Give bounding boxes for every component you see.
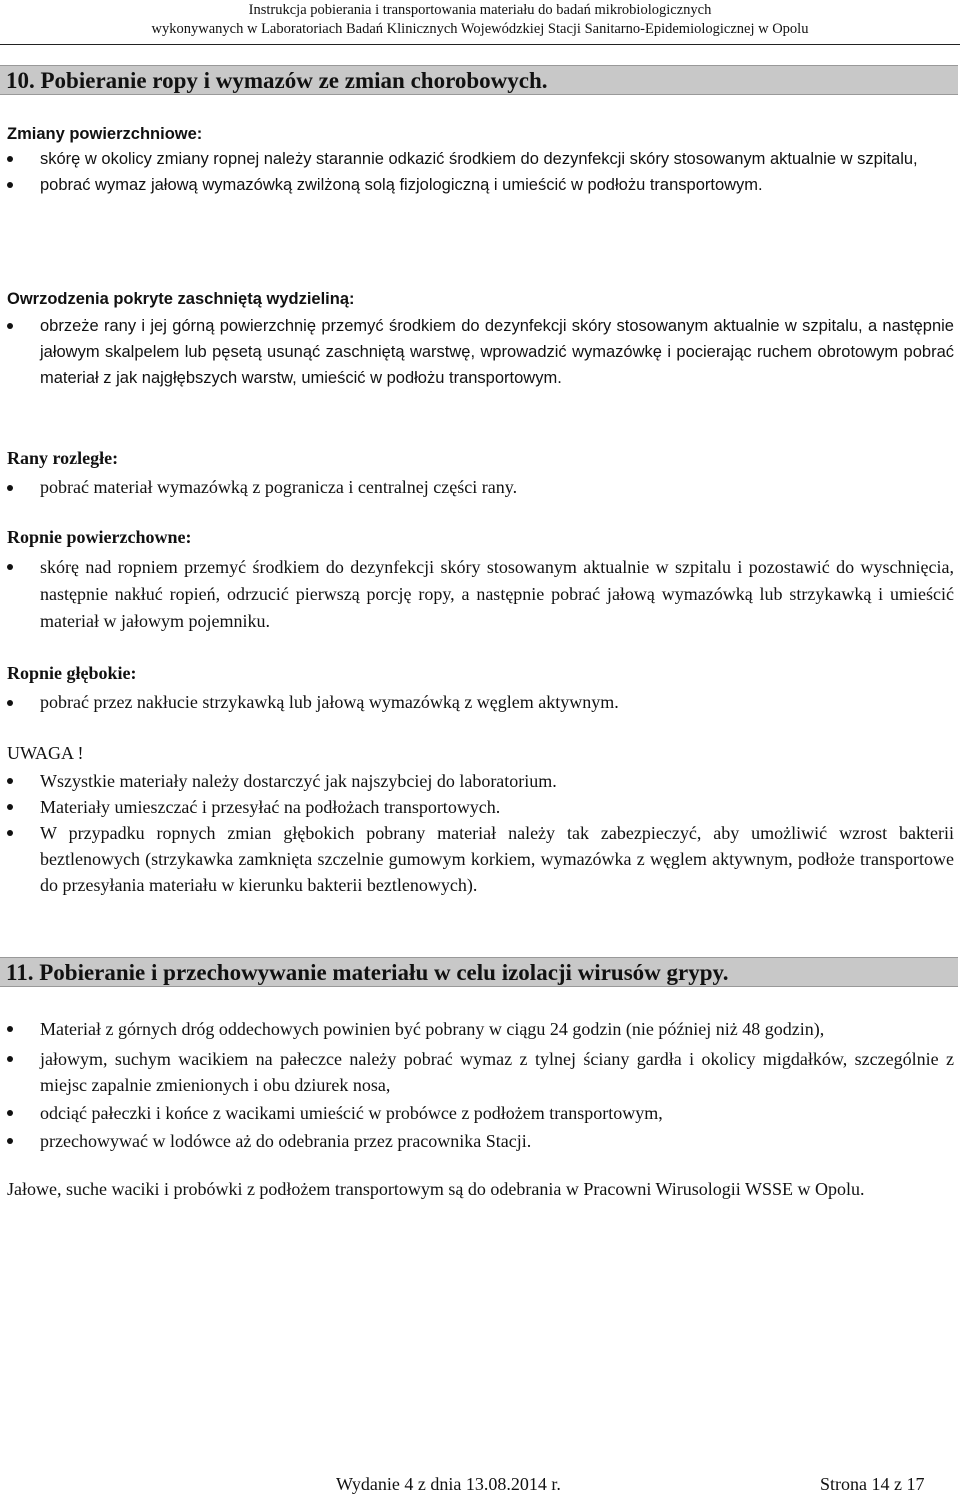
list-item-text: przechowywać w lodówce aż do odebrania przez pracownika Stacji.: [40, 1131, 532, 1151]
document-header: [0, 0, 960, 39]
header-divider: [0, 44, 960, 45]
group-ropnie-glebokie: [0, 661, 958, 714]
bullet-icon: [7, 1056, 13, 1062]
list-item-text: skórę nad ropniem przemyć środkiem do dezynfekcji skóry stosowanym aktualnie w szpitalu i pozostawić do wyschnięcia, następnie nakłuć ropień, odrzucić pierwszą porcję ropy, a następnie pobrać jałową wymazówką lub strzykawką i umieścić materiał w jałowym pojemniku.: [40, 557, 954, 631]
bullet-icon: [7, 182, 13, 188]
section-11-title-text: 11. Pobieranie i przechowywanie materiału w celu izolacji wirusów grypy.: [6, 960, 729, 985]
list-item: [0, 1100, 958, 1126]
list-item-text: jałowym, suchym wacikiem na pałeczce należy pobrać wymaz z tylnej ściany gardła i okolicy migdałków, szczególnie z miejsc zapalnie zmienionych i obu dziurek nosa,: [40, 1049, 954, 1095]
section-11-list: [0, 1016, 958, 1202]
list-item: [0, 313, 958, 391]
bullet-icon: [7, 804, 13, 810]
bullet-icon: [7, 700, 13, 706]
header-line-2: wykonywanych w Laboratoriach Badań Klinicznych Wojewódzkiej Stacji Sanitarno-Epidemiologicznej w Opolu: [151, 21, 809, 37]
list-item: [0, 690, 958, 714]
bullet-icon: [7, 564, 13, 570]
list-item: [0, 172, 958, 198]
list-item-text: skórę w okolicy zmiany ropnej należy starannie odkazić środkiem do dezynfekcji skóry stosowanym aktualnie w szpitalu,: [40, 150, 918, 168]
bullet-icon: [7, 323, 13, 329]
list-item: [0, 768, 958, 794]
note-paragraph: Jałowe, suche waciki i probówki z podłożem transportowym są do odebrania w Pracowni Wirusologii WSSE w Opolu.: [7, 1179, 865, 1199]
edition-text: Wydanie 4 z dnia 13.08.2014 r.: [336, 1474, 561, 1494]
header-line-1: Instrukcja pobierania i transportowania materiału do badań mikrobiologicznych: [248, 2, 712, 18]
page-number: Strona 14 z 17: [820, 1474, 925, 1494]
list-item-text: Wszystkie materiały należy dostarczyć jak najszybciej do laboratorium.: [40, 771, 557, 791]
list-item: [0, 554, 958, 635]
list-item: [0, 794, 958, 820]
warning-heading: UWAGA !: [7, 743, 84, 763]
list-item: [0, 1016, 958, 1042]
list-item: [0, 1128, 958, 1154]
bullet-icon: [7, 485, 13, 491]
bullet-icon: [7, 1110, 13, 1116]
group-owrzodzenia: [0, 287, 958, 391]
group-uwaga: [0, 741, 958, 898]
bullet-icon: [7, 830, 13, 836]
group-heading: Ropnie powierzchowne:: [7, 527, 192, 547]
list-item-text: Materiały umieszczać i przesyłać na podłożach transportowych.: [40, 797, 501, 817]
section-10-title: [0, 65, 958, 95]
bullet-icon: [7, 156, 13, 162]
group-ropnie-powierzchowne: [0, 525, 958, 635]
list-item-text: odciąć pałeczki i końce z wacikami umieścić w probówce z podłożem transportowym,: [40, 1103, 663, 1123]
bullet-icon: [7, 778, 13, 784]
group-rany-rozlegle: [0, 446, 958, 499]
list-item-text: obrzeże rany i jej górną powierzchnię przemyć środkiem do dezynfekcji skóry stosowanym aktualnie w szpitalu, a następnie jałowym skalpelem lub pęsetą usunąć zaschniętą warstwę, wprowadzić wymazówkę i pocierając ruchem obrotowym pobrać materiał z jak najgłębszych warstw, umieścić w podłożu transportowym.: [40, 317, 954, 387]
section-11-title: [0, 957, 958, 987]
list-item: [0, 475, 958, 499]
list-item-text: pobrać materiał wymazówką z pogranicza i centralnej części rany.: [40, 477, 518, 497]
group-heading: Owrzodzenia pokryte zaschniętą wydzieliną:: [7, 290, 355, 308]
bullet-icon: [7, 1138, 13, 1144]
list-item-text: W przypadku ropnych zmian głębokich pobrany materiał należy tak zabezpieczyć, aby umożliwić wzrost bakterii beztlenowych (strzykawka zamknięta szczelnie gumowym korkiem, wymazówka z węglem aktywnym, podłoże transportowe do przesyłania materiału w kierunku bakterii beztlenowych).: [40, 823, 954, 895]
list-item: [0, 146, 958, 172]
list-item: [0, 1046, 958, 1098]
group-zmiany-powierzchniowe: [0, 122, 958, 198]
list-item-text: pobrać przez nakłucie strzykawką lub jałową wymazówką z węglem aktywnym.: [40, 692, 619, 712]
group-heading: Zmiany powierzchniowe:: [7, 125, 203, 143]
list-item-text: Materiał z górnych dróg oddechowych powinien być pobrany w ciągu 24 godzin (nie później niż 48 godzin),: [40, 1019, 825, 1039]
list-item-text: pobrać wymaz jałową wymazówką zwilżoną solą fizjologiczną i umieścić w podłożu transportowym.: [40, 176, 763, 194]
group-heading: Ropnie głębokie:: [7, 663, 137, 683]
group-heading: Rany rozległe:: [7, 448, 119, 468]
bullet-icon: [7, 1026, 13, 1032]
list-item: [0, 820, 958, 898]
section-10-title-text: 10. Pobieranie ropy i wymazów ze zmian chorobowych.: [6, 68, 548, 93]
